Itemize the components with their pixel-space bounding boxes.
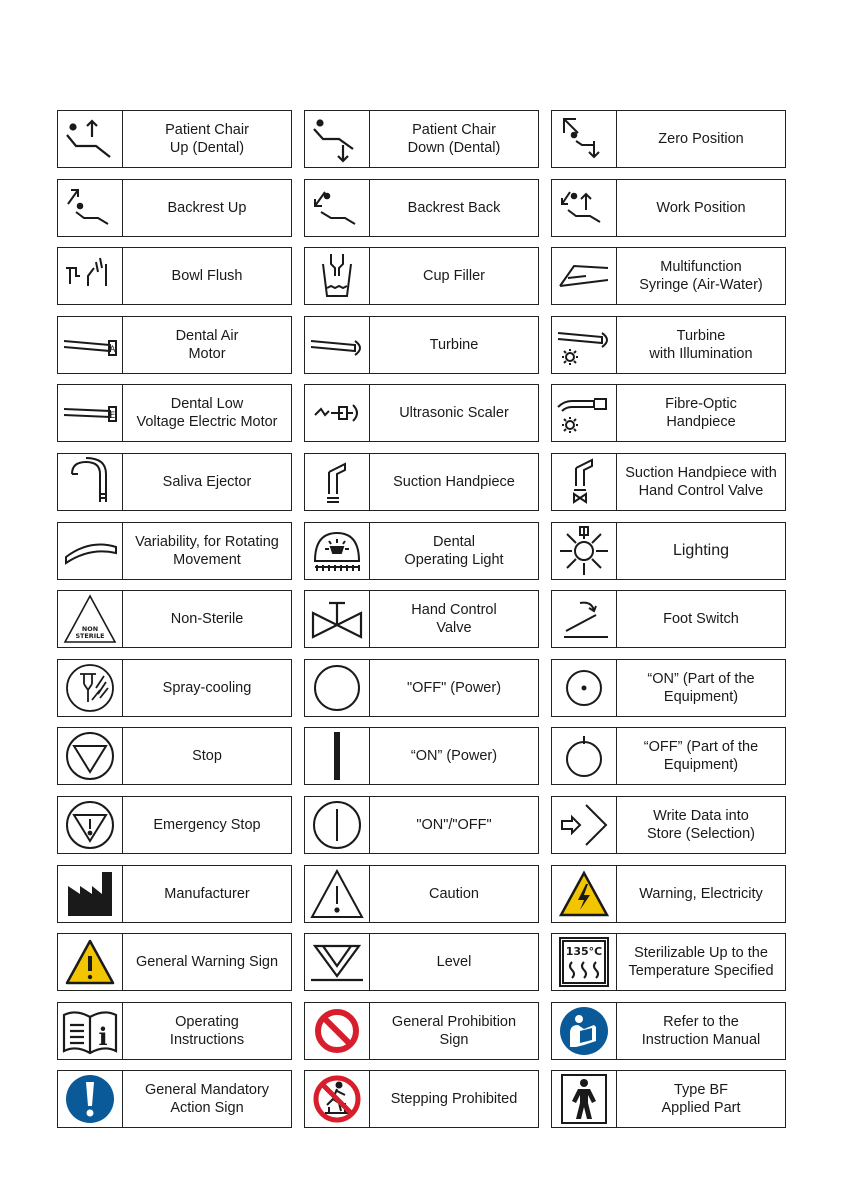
symbol-label: General Mandatory Action Sign: [144, 1082, 270, 1117]
electric-letter: E: [109, 411, 116, 422]
symbol-label: Hand Control Valve: [411, 602, 497, 637]
symbol-cell: [57, 659, 292, 717]
bowl-flush-icon: [58, 248, 123, 304]
symbol-cell: [551, 727, 786, 785]
symbol-cell: [551, 933, 786, 991]
symbol-cell: [551, 796, 786, 854]
symbol-row: [57, 522, 787, 580]
symbol-label: Fibre-Optic Handpiece: [665, 396, 737, 431]
symbol-cell: [551, 522, 786, 580]
symbol-label: “ON” (Power): [410, 748, 498, 765]
saliva-ejector-icon: [58, 454, 123, 510]
symbol-cell: [551, 247, 786, 305]
symbol-row: [57, 179, 787, 237]
symbol-cell: [551, 659, 786, 717]
info-letter: i: [98, 1021, 108, 1051]
spray-cooling-icon: [58, 660, 123, 716]
symbol-cell: [304, 384, 539, 442]
symbol-cell: [304, 247, 539, 305]
symbol-cell: [551, 1002, 786, 1060]
symbol-row: [57, 316, 787, 374]
symbol-cell: [57, 316, 292, 374]
symbol-cell: [57, 522, 292, 580]
symbol-label: Caution: [429, 885, 479, 902]
symbol-label: Dental Low Voltage Electric Motor: [136, 396, 278, 431]
symbol-row: [57, 453, 787, 511]
symbol-label: Manufacturer: [164, 885, 250, 902]
symbol-label: Spray-cooling: [162, 679, 252, 696]
off-power-icon: [305, 660, 370, 716]
symbol-cell: [551, 179, 786, 237]
symbol-cell: [551, 110, 786, 168]
symbol-cell: [304, 796, 539, 854]
svg-text:STERILE: STERILE: [75, 632, 105, 641]
symbol-cell: [57, 727, 292, 785]
non-sterile-icon: [58, 591, 123, 647]
cup-filler-icon: [305, 248, 370, 304]
suction-handpiece-valve-icon: [552, 454, 617, 510]
level-icon: [305, 934, 370, 990]
symbol-label: Emergency Stop: [153, 816, 261, 833]
symbol-cell: [304, 1070, 539, 1128]
symbol-row: [57, 1002, 787, 1060]
lighting-icon: [552, 523, 617, 579]
symbol-label: Level: [436, 954, 472, 971]
zero-position-icon: [552, 111, 617, 167]
symbol-cell: [551, 316, 786, 374]
symbol-cell: [304, 659, 539, 717]
symbol-row: [57, 384, 787, 442]
symbol-label: Backrest Up: [167, 199, 247, 216]
symbol-label: Zero Position: [658, 131, 744, 147]
symbol-cell: [304, 1002, 539, 1060]
motor-letter: A: [109, 344, 116, 355]
symbol-cell: [304, 316, 539, 374]
symbol-cell: [57, 247, 292, 305]
symbol-label: Dental Operating Light: [404, 533, 504, 568]
backrest-back-icon: [305, 180, 370, 236]
warning-electricity-icon: [552, 866, 617, 922]
write-data-icon: [552, 797, 617, 853]
symbol-row: [57, 247, 787, 305]
type-bf-icon: [552, 1071, 617, 1127]
symbol-row: [57, 727, 787, 785]
symbol-row: [57, 110, 787, 168]
symbol-label: "ON"/"OFF": [416, 816, 492, 833]
symbol-cell: [57, 1070, 292, 1128]
work-position-icon: [552, 180, 617, 236]
general-prohibition-icon: [305, 1003, 370, 1059]
manufacturer-icon: [58, 866, 123, 922]
symbol-label: Operating Instructions: [169, 1013, 245, 1048]
symbol-cell: [57, 384, 292, 442]
symbol-label: Ultrasonic Scaler: [399, 405, 509, 422]
symbol-cell: [304, 590, 539, 648]
symbol-cell: [57, 179, 292, 237]
ultrasonic-scaler-icon: [305, 385, 370, 441]
symbol-cell: [57, 590, 292, 648]
symbol-label: “ON” (Part of the Equipment): [647, 670, 755, 705]
turbine-illumination-icon: [552, 317, 617, 373]
caution-icon: [305, 866, 370, 922]
symbol-label: Turbine: [429, 336, 479, 353]
symbol-label: Bowl Flush: [171, 268, 243, 285]
symbol-label: Warning, Electricity: [639, 885, 763, 902]
symbol-cell: [57, 1002, 292, 1060]
instruction-manual-icon: [552, 1003, 617, 1059]
symbol-cell: [304, 522, 539, 580]
operating-light-icon: [305, 523, 370, 579]
patient-chair-up-icon: [58, 111, 123, 167]
symbol-table: [57, 110, 787, 1139]
patient-chair-down-icon: [305, 111, 370, 167]
symbol-label: Type BF Applied Part: [661, 1082, 741, 1117]
symbol-label: Turbine with Illumination: [649, 327, 753, 362]
symbol-label: Patient Chair Up (Dental): [165, 122, 249, 156]
fibre-optic-handpiece-icon: [552, 385, 617, 441]
symbol-label: Stop: [192, 748, 222, 765]
multifunction-syringe-icon: [552, 248, 617, 304]
symbol-cell: [551, 865, 786, 923]
symbol-label: Backrest Back: [407, 199, 501, 216]
symbol-label: Saliva Ejector: [162, 473, 252, 490]
symbol-row: [57, 1070, 787, 1128]
symbol-label: Refer to the Instruction Manual: [641, 1013, 761, 1048]
foot-switch-icon: [552, 591, 617, 647]
symbol-label: General Warning Sign: [135, 954, 279, 971]
sterilizable-icon: [552, 934, 617, 990]
symbol-label: Suction Handpiece with Hand Control Valve: [625, 464, 777, 499]
symbol-label: Work Position: [656, 199, 746, 216]
mandatory-action-icon: [58, 1071, 123, 1127]
symbol-cell: [304, 453, 539, 511]
symbol-cell: [57, 110, 292, 168]
hand-control-valve-icon: [305, 591, 370, 647]
symbol-label: Variability, for Rotating Movement: [135, 533, 279, 568]
operating-instructions-icon: [58, 1003, 123, 1059]
symbol-cell: [551, 1070, 786, 1128]
symbol-label: “OFF” (Part of the Equipment): [643, 739, 759, 774]
symbol-row: [57, 796, 787, 854]
symbol-cell: [551, 453, 786, 511]
symbol-cell: [304, 727, 539, 785]
symbol-label: Stepping Prohibited: [390, 1091, 518, 1108]
symbol-cell: [551, 590, 786, 648]
symbol-cell: [304, 110, 539, 168]
symbol-cell: [304, 179, 539, 237]
dental-air-motor-icon: [58, 317, 123, 373]
symbol-cell: [551, 384, 786, 442]
symbol-cell: [57, 796, 292, 854]
off-part-equipment-icon: [552, 728, 617, 784]
symbol-label: Cup Filler: [422, 268, 486, 285]
general-warning-icon: [58, 934, 123, 990]
electric-motor-icon: [58, 385, 123, 441]
symbol-label: Non-Sterile: [170, 611, 244, 628]
symbol-label: Lighting: [672, 541, 730, 559]
symbol-label: Patient Chair Down (Dental): [407, 122, 501, 156]
stop-icon: [58, 728, 123, 784]
symbol-label: "OFF" (Power): [406, 679, 502, 696]
svg-text:NON: NON: [81, 625, 99, 634]
symbol-label: Multifunction Syringe (Air-Water): [639, 259, 763, 294]
symbol-row: [57, 865, 787, 923]
symbol-label: Sterilizable Up to the Temperature Specified: [628, 945, 774, 980]
symbol-row: [57, 933, 787, 991]
symbol-cell: [304, 865, 539, 923]
suction-handpiece-icon: [305, 454, 370, 510]
symbol-label: General Prohibition Sign: [391, 1013, 517, 1048]
symbol-row: [57, 590, 787, 648]
on-part-equipment-icon: [552, 660, 617, 716]
on-off-icon: [305, 797, 370, 853]
on-power-icon: [305, 728, 370, 784]
stepping-prohibited-icon: [305, 1071, 370, 1127]
backrest-up-icon: [58, 180, 123, 236]
symbol-label: Write Data into Store (Selection): [647, 807, 755, 842]
symbol-cell: [57, 933, 292, 991]
symbol-row: [57, 659, 787, 717]
sterilize-temp: 135°C: [565, 945, 603, 959]
symbol-cell: [57, 453, 292, 511]
turbine-icon: [305, 317, 370, 373]
variability-rotating-icon: [58, 523, 123, 579]
emergency-stop-icon: [58, 797, 123, 853]
symbol-label: Suction Handpiece: [393, 473, 515, 490]
symbol-label: Dental Air Motor: [175, 327, 239, 362]
symbol-label: Foot Switch: [663, 611, 739, 628]
symbol-cell: [57, 865, 292, 923]
symbol-cell: [304, 933, 539, 991]
